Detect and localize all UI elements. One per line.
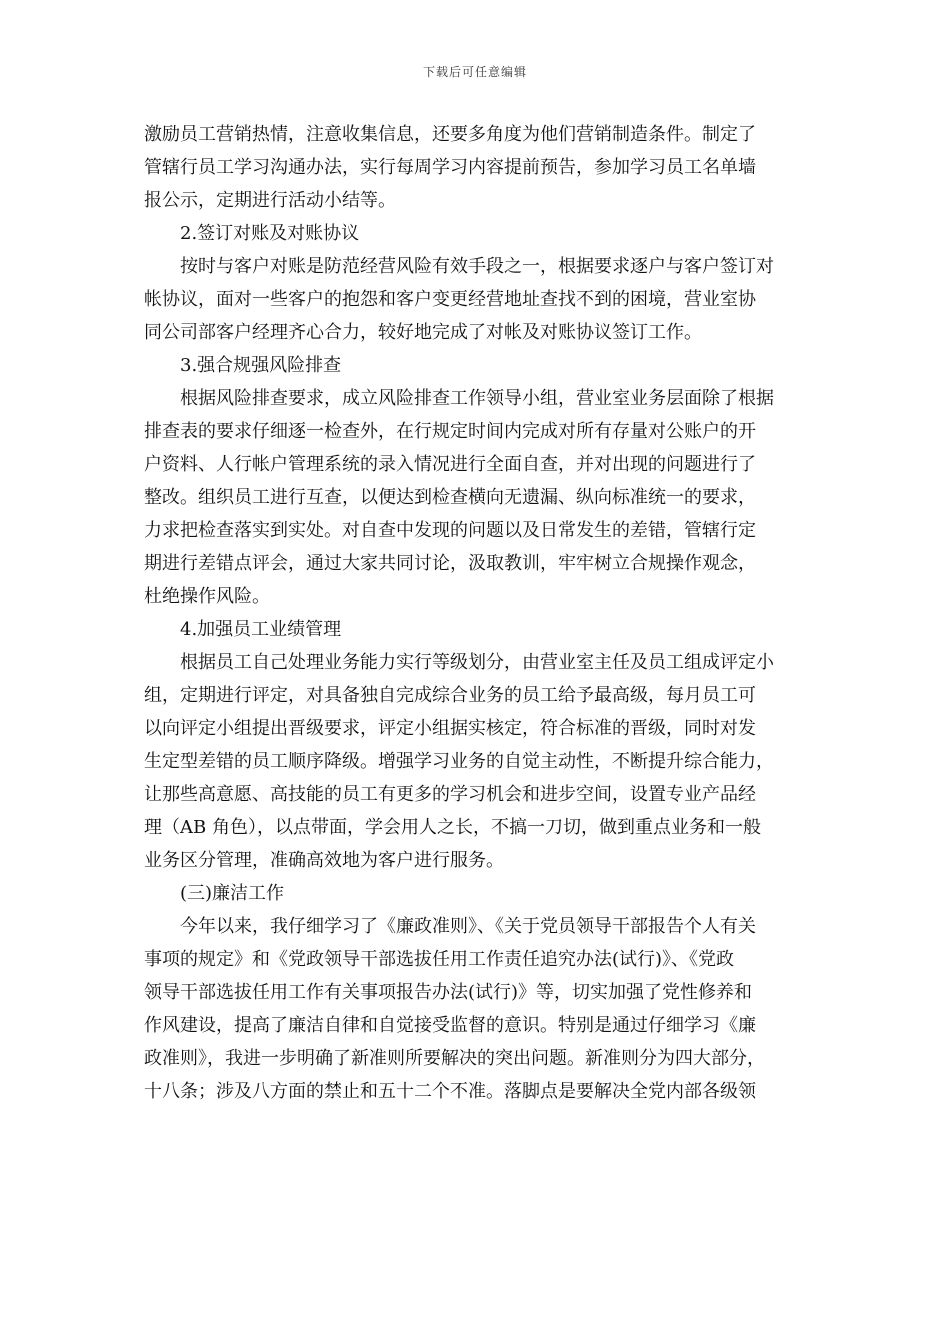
heading-text: 3.强合规强风险排查 xyxy=(180,355,342,376)
section-heading-4 xyxy=(144,613,806,646)
text-line: 根据风险排查要求，成立风险排查工作领导小组，营业室业务层面除了根据 xyxy=(180,388,774,409)
text-line: 同公司部客户经理齐心合力，较好地完成了对帐及对账协议签订工作。 xyxy=(144,322,702,343)
text-line: 报公示，定期进行活动小结等。 xyxy=(144,190,396,211)
text-line: 帐协议，面对一些客户的抱怨和客户变更经营地址查找不到的困境，营业室协 xyxy=(144,289,756,310)
paragraph-4 xyxy=(144,646,806,877)
heading-text: 4.加强员工业绩管理 xyxy=(180,619,342,640)
text-line: 作风建设，提高了廉洁自律和自觉接受监督的意识。特别是通过仔细学习《廉 xyxy=(144,1015,756,1036)
paragraph-3 xyxy=(144,382,806,613)
text-line: 组，定期进行评定，对具备独自完成综合业务的员工给予最高级，每月员工可 xyxy=(144,685,756,706)
page-header: 下载后可任意编辑 xyxy=(422,65,527,79)
document-body xyxy=(144,118,806,1108)
heading-text: (三)廉洁工作 xyxy=(180,883,285,904)
section-heading-3 xyxy=(144,349,806,382)
text-line: 管辖行员工学习沟通办法，实行每周学习内容提前预告，参加学习员工名单墙 xyxy=(144,157,756,178)
text-line: 今年以来，我仔细学习了《廉政准则》、《关于党员领导干部报告个人有关 xyxy=(180,916,756,937)
section-heading-2 xyxy=(144,217,806,250)
text-line: 杜绝操作风险。 xyxy=(144,586,270,607)
text-line: 激励员工营销热情，注意收集信息，还要多角度为他们营销制造条件。制定了 xyxy=(144,124,756,145)
text-line: 业务区分管理，准确高效地为客户进行服务。 xyxy=(144,850,504,871)
text-line: 十八条；涉及八方面的禁止和五十二个不准。落脚点是要解决全党内部各级领 xyxy=(144,1081,756,1102)
section-heading-5 xyxy=(144,877,806,910)
text-line: 生定型差错的员工顺序降级。增强学习业务的自觉主动性，不断提升综合能力， xyxy=(144,751,774,772)
text-line: 以向评定小组提出晋级要求，评定小组据实核定，符合标准的晋级，同时对发 xyxy=(144,718,756,739)
text-line: 整改。组织员工进行互查，以便达到检查横向无遗漏、纵向标准统一的要求， xyxy=(144,487,756,508)
text-line: 排查表的要求仔细逐一检查外，在行规定时间内完成对所有存量对公账户的开 xyxy=(144,421,756,442)
heading-text: 2.签订对账及对账协议 xyxy=(180,223,360,244)
text-line: 领导干部选拔任用工作有关事项报告办法(试行)》等，切实加强了党性修养和 xyxy=(144,982,753,1003)
text-line: 期进行差错点评会，通过大家共同讨论，汲取教训，牢牢树立合规操作观念， xyxy=(144,553,756,574)
text-line: 根据员工自己处理业务能力实行等级划分，由营业室主任及员工组成评定小 xyxy=(180,652,774,673)
text-line: 户资料、人行帐户管理系统的录入情况进行全面自查，并对出现的问题进行了 xyxy=(144,454,756,475)
text-line: 让那些高意愿、高技能的员工有更多的学习机会和进步空间，设置专业产品经 xyxy=(144,784,756,805)
text-line: 政准则》，我进一步明确了新准则所要解决的突出问题。新准则分为四大部分， xyxy=(144,1048,765,1069)
text-line: 理（AB 角色），以点带面，学会用人之长，不搞一刀切，做到重点业务和一般 xyxy=(144,817,761,838)
text-line: 事项的规定》和《党政领导干部选拔任用工作责任追究办法(试行)》、《党政 xyxy=(144,949,735,970)
paragraph-5 xyxy=(144,910,806,1108)
text-line: 按时与客户对账是防范经营风险有效手段之一，根据要求逐户与客户签订对 xyxy=(180,256,774,277)
paragraph-1 xyxy=(144,118,806,217)
paragraph-2 xyxy=(144,250,806,349)
text-line: 力求把检查落实到实处。对自查中发现的问题以及日常发生的差错，管辖行定 xyxy=(144,520,756,541)
